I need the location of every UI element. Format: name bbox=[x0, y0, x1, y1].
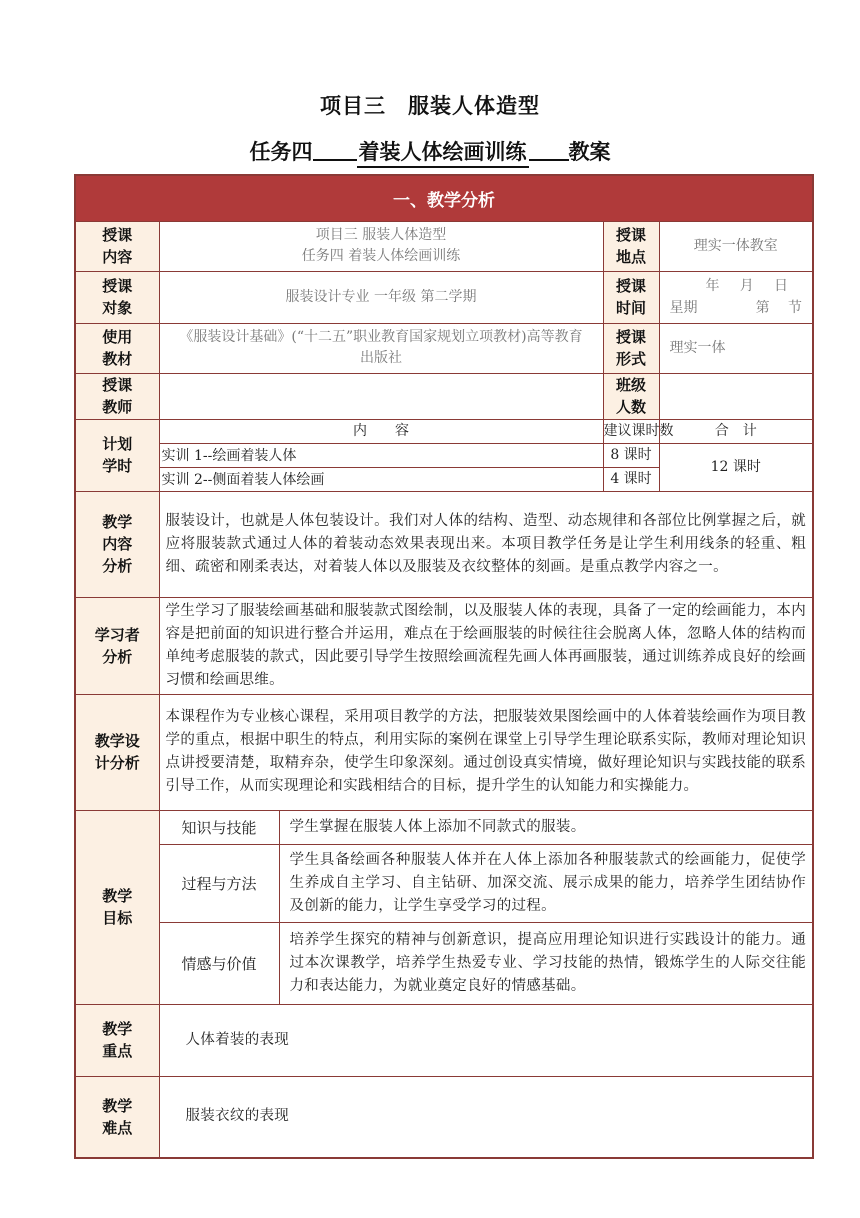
textbook-value: 《服装设计基础》(“十二五”职业教育国家规划立项教材)高等教育出版社 bbox=[159, 323, 603, 373]
goal-name: 过程与方法 bbox=[159, 844, 279, 922]
label-target: 授课 对象 bbox=[75, 271, 159, 323]
label-teacher: 授课 教师 bbox=[75, 373, 159, 419]
content-analysis-text: 服装设计，也就是人体包装设计。我们对人体的结构、造型、动态规律和各部位比例掌握之后，就应将服装款式通过人体的着装动态效果表现出来。本项目教学任务是让学生利用线条的轻重、粗细、疏密和刚柔表达，对着装人体以及服装及衣纹整体的刻画。是重点教学内容之一。 bbox=[159, 491, 813, 597]
design-analysis-text: 本课程作为专业核心课程，采用项目教学的方法，把服装效果图绘画中的人体着装绘画作为项目教学的重点，根据中职生的特点，利用实际的案例在课堂上引导学生理论联系实际，教师对理论知识点讲授要清楚，取精弃杂，使学生印象深刻。通过创设真实情境，做好理论知识与实践技能的联系引导工作，从而实现理论和实践相结合的目标，提升学生的认知能力和实操能力。 bbox=[159, 694, 813, 810]
plan-item-content: 实训 1--绘画着装人体 bbox=[159, 443, 603, 467]
goal-name: 情感与价值 bbox=[159, 922, 279, 1004]
location-value: 理实一体教室 bbox=[659, 221, 813, 271]
document-title-project: 项目三 服装人体造型 bbox=[320, 94, 540, 118]
content-value-line2: 任务四 着装人体绘画训练 bbox=[301, 248, 461, 264]
plan-col-content: 内 容 bbox=[159, 419, 603, 443]
label-difficulty: 教学 难点 bbox=[75, 1076, 159, 1158]
title-task-name: 着装人体绘画训练 bbox=[357, 136, 529, 168]
title-task-prefix: 任务四 bbox=[249, 140, 313, 164]
label-class-size: 班级 人数 bbox=[603, 373, 659, 419]
plan-item-hours: 4 课时 bbox=[603, 467, 659, 491]
label-design-analysis: 教学设 计分析 bbox=[75, 694, 159, 810]
learner-analysis-text: 学生学习了服装绘画基础和服装款式图绘制，以及服装人体的表现，具备了一定的绘画能力，本内容是把前面的知识进行整合并运用，难点在于绘画服装的时候往往会脱离人体，忽略人体的结构而单纯考虑服装的款式，因此要引导学生按照绘画流程先画人体再画服装，通过训练养成良好的绘画习惯和绘画思维。 bbox=[159, 597, 813, 694]
title-underline-blank bbox=[529, 139, 569, 161]
label-content-analysis: 教学 内容 分析 bbox=[75, 491, 159, 597]
label-textbook: 使用 教材 bbox=[75, 323, 159, 373]
plan-item-hours: 8 课时 bbox=[603, 443, 659, 467]
time-year: 年 bbox=[705, 278, 720, 294]
label-key-point: 教学 重点 bbox=[75, 1004, 159, 1076]
goal-text: 学生掌握在服装人体上添加不同款式的服装。 bbox=[279, 810, 813, 844]
section-header: 一、教学分析 bbox=[75, 175, 813, 221]
label-plan-hours: 计划 学时 bbox=[75, 419, 159, 491]
plan-col-total: 合 计 bbox=[659, 419, 813, 443]
goal-name: 知识与技能 bbox=[159, 810, 279, 844]
difficulty-text: 服装衣纹的表现 bbox=[159, 1076, 813, 1158]
form-value: 理实一体 bbox=[659, 323, 813, 373]
class-size-value bbox=[659, 373, 813, 419]
title-underline-blank bbox=[313, 139, 357, 161]
time-month: 月 bbox=[739, 278, 754, 294]
time-week: 星期 bbox=[669, 300, 698, 316]
time-section: 第 节 bbox=[755, 300, 803, 316]
label-form: 授课 形式 bbox=[603, 323, 659, 373]
label-content: 授课 内容 bbox=[75, 221, 159, 271]
key-point-text: 人体着装的表现 bbox=[159, 1004, 813, 1076]
target-value: 服装设计专业 一年级 第二学期 bbox=[159, 271, 603, 323]
label-learner-analysis: 学习者 分析 bbox=[75, 597, 159, 694]
content-value-line1: 项目三 服装人体造型 bbox=[315, 227, 447, 243]
label-location: 授课 地点 bbox=[603, 221, 659, 271]
document-title-task bbox=[0, 136, 860, 168]
plan-total-value: 12 课时 bbox=[659, 443, 813, 491]
label-time: 授课 时间 bbox=[603, 271, 659, 323]
time-value bbox=[659, 271, 813, 323]
label-goals: 教学 目标 bbox=[75, 810, 159, 1004]
goal-text: 培养学生探究的精神与创新意识，提高应用理论知识进行实践设计的能力。通过本次课教学，培养学生热爱专业、学习技能的热情，锻炼学生的人际交往能力和表达能力，为就业奠定良好的情感基础。 bbox=[279, 922, 813, 1004]
goal-text: 学生具备绘画各种服装人体并在人体上添加各种服装款式的绘画能力，促使学生养成自主学习、自主钻研、加深交流、展示成果的能力，培养学生团结协作及创新的能力，让学生享受学习的过程。 bbox=[279, 844, 813, 922]
content-value bbox=[159, 221, 603, 271]
lesson-plan-table bbox=[74, 174, 814, 1159]
teacher-value bbox=[159, 373, 603, 419]
plan-col-hours: 建议课时数 bbox=[603, 419, 659, 443]
title-task-suffix: 教案 bbox=[568, 140, 611, 164]
plan-item-content: 实训 2--侧面着装人体绘画 bbox=[159, 467, 603, 491]
time-day: 日 bbox=[774, 278, 789, 294]
